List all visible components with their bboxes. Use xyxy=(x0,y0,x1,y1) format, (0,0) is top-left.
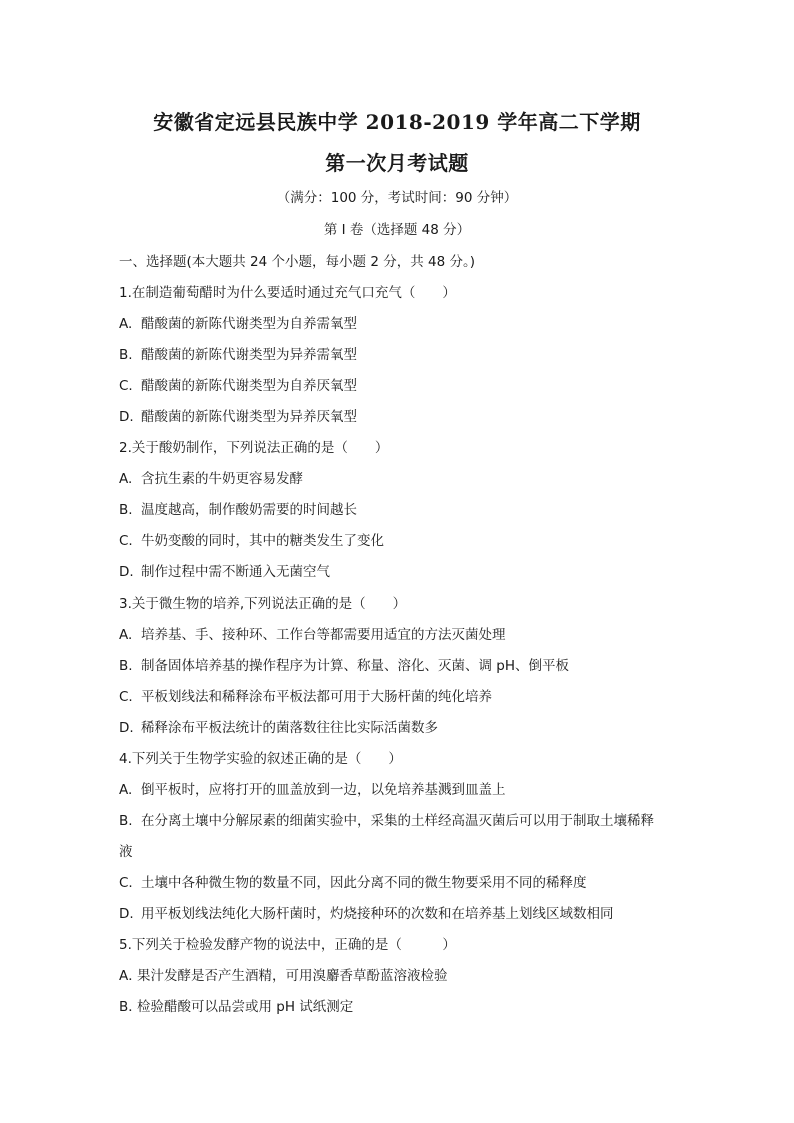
question-option xyxy=(119,809,654,829)
option-text: 醋酸菌的新陈代谢类型为异养厌氧型 xyxy=(141,409,357,425)
option-letter: D. xyxy=(119,564,134,580)
option-text: 醋酸菌的新陈代谢类型为自养厌氧型 xyxy=(141,378,357,394)
option-text: 温度越高，制作酸奶需要的时间越长 xyxy=(141,502,357,518)
question-stem: 3.关于微生物的培养,下列说法正确的是（ ） xyxy=(119,596,407,612)
option-letter: B. xyxy=(119,502,133,518)
option-text: 土壤中各种微生物的数量不同，因此分离不同的微生物要采用不同的稀释度 xyxy=(141,875,587,891)
option-letter: A. xyxy=(119,316,133,332)
option-text: 稀释涂布平板法统计的菌落数往往比实际活菌数多 xyxy=(141,720,438,736)
option-letter: B． xyxy=(119,999,142,1015)
option-letter: C. xyxy=(119,378,133,394)
section-heading: 一、选择题(本大题共 24 个小题，每小题 2 分，共 48 分。) xyxy=(119,254,475,270)
option-text: 含抗生素的牛奶更容易发酵 xyxy=(141,471,303,487)
question-option xyxy=(119,467,303,487)
option-text: 果汁发酵是否产生酒精，可用溴麝香草酚蓝溶液检验 xyxy=(137,968,448,984)
question-option xyxy=(119,343,357,363)
question-option xyxy=(119,654,569,674)
question-option xyxy=(119,498,357,518)
option-continuation: 液 xyxy=(119,844,133,860)
option-letter: B. xyxy=(119,347,133,363)
option-letter: B. xyxy=(119,658,133,674)
question-option xyxy=(119,995,353,1015)
question-option xyxy=(119,716,438,736)
option-text: 制作过程中需不断通入无菌空气 xyxy=(141,564,330,580)
exam-info: （满分：100 分，考试时间：90 分钟） xyxy=(276,190,518,206)
option-text: 用平板划线法纯化大肠杆菌时，灼烧接种环的次数和在培养基上划线区域数相同 xyxy=(141,906,614,922)
question-stem: 5.下列关于检验发酵产物的说法中，正确的是（ ） xyxy=(119,937,456,953)
option-letter: B. xyxy=(119,813,133,829)
option-letter: C. xyxy=(119,875,133,891)
option-text: 倒平板时，应将打开的皿盖放到一边，以免培养基溅到皿盖上 xyxy=(141,782,506,798)
option-text: 醋酸菌的新陈代谢类型为自养需氧型 xyxy=(141,316,357,332)
exam-title-line1: 安徽省定远县民族中学 2018-2019 学年高二下学期 xyxy=(153,110,641,134)
question-option xyxy=(119,685,492,705)
question-option xyxy=(119,623,506,643)
question-option xyxy=(119,902,614,922)
option-letter: D. xyxy=(119,720,134,736)
question-option xyxy=(119,778,506,798)
question-option xyxy=(119,312,357,332)
question-option xyxy=(119,964,448,984)
question-stem: 4.下列关于生物学实验的叙述正确的是（ ） xyxy=(119,751,402,767)
question-option xyxy=(119,374,357,394)
option-letter: D. xyxy=(119,906,134,922)
option-text: 牛奶变酸的同时，其中的糖类发生了变化 xyxy=(141,533,384,549)
option-text: 制备固体培养基的操作程序为计算、称量、溶化、灭菌、调 pH、倒平板 xyxy=(141,658,570,674)
question-option xyxy=(119,405,357,425)
option-letter: A． xyxy=(119,968,142,984)
option-text: 检验醋酸可以品尝或用 pH 试纸测定 xyxy=(137,999,354,1015)
option-text: 在分离土壤中分解尿素的细菌实验中，采集的土样经高温灭菌后可以用于制取土壤稀释 xyxy=(141,813,654,829)
option-letter: A. xyxy=(119,627,133,643)
option-letter: C. xyxy=(119,689,133,705)
option-letter: A. xyxy=(119,782,133,798)
option-letter: D. xyxy=(119,409,134,425)
question-stem: 2.关于酸奶制作，下列说法正确的是（ ） xyxy=(119,440,389,456)
question-option xyxy=(119,529,384,549)
option-text: 培养基、手、接种环、工作台等都需要用适宜的方法灭菌处理 xyxy=(141,627,506,643)
exam-title-line2: 第一次月考试题 xyxy=(325,151,469,175)
option-text: 醋酸菌的新陈代谢类型为异养需氧型 xyxy=(141,347,357,363)
part-title: 第 I 卷（选择题 48 分） xyxy=(323,222,471,238)
option-letter: A. xyxy=(119,471,133,487)
option-text: 平板划线法和稀释涂布平板法都可用于大肠杆菌的纯化培养 xyxy=(141,689,492,705)
option-letter: C. xyxy=(119,533,133,549)
question-stem: 1.在制造葡萄醋时为什么要适时通过充气口充气（ ） xyxy=(119,285,456,301)
question-option xyxy=(119,560,330,580)
question-option xyxy=(119,871,587,891)
